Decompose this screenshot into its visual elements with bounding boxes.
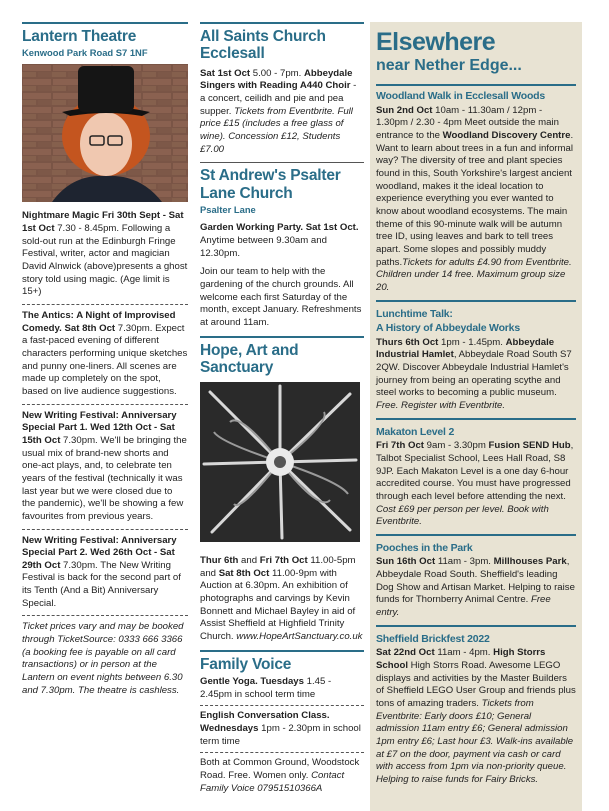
pooches-date: Sun 16th Oct <box>376 556 436 568</box>
makaton-title: Makaton Level 2 <box>376 425 455 438</box>
pooches-title: Pooches in the Park <box>376 541 473 554</box>
lunchtime-note: Free. Register with Eventbrite. <box>376 400 506 412</box>
makaton-note: Cost £69 per person per level. Book with Eventbrite. <box>376 503 549 528</box>
brickfest-note: Tickets from Eventbrite: Early doors £10; General admission 11am entry £6; General admission 1pm entry £6; Last hour £3. Walk-ins available at £7 on the door, payment via cash or card with access from 1pm via non-priority queue. Helping to raise funds for Fairy Bricks. <box>376 697 574 785</box>
hope-url[interactable]: www.HopeArtSanctuary.co.uk <box>236 631 363 642</box>
family-t2: 1pm - 2.30pm in school term time <box>200 722 361 747</box>
makaton-place: Fusion SEND Hub <box>488 440 571 452</box>
allsaints-body: - a concert, ceilidh and pie and pea supper. <box>200 80 357 117</box>
pooches-time: 11am - 3pm. <box>435 556 494 568</box>
standrews-title: St Andrew's Psalter Lane Church <box>200 167 341 202</box>
allsaints-date: Sat 1st Oct <box>200 67 251 79</box>
lunchtime-date: Thurs 6th Oct <box>376 336 439 348</box>
elsewhere-panel <box>370 22 582 811</box>
lantern-ticket-note: Ticket prices vary and may be booked through TicketSource: 0333 666 3366 (a booking fee is payable on all card transactions) or in person at the Lantern on event nights between 6.30 and 7.30pm. The theatre is cashless. <box>22 621 184 696</box>
hope-title: Hope, Art and Sanctuary <box>200 341 299 377</box>
hope-body: 11.00-9pm with Auction at 6.30pm. An exhibition of photographs and carvings by Kevin Bonnett and Michael Bayley in aid of Assist Sheffield at Highfield Trinity Church. <box>200 567 356 642</box>
lunchtime-body: , Abbeydale Road South S7 2QW. Discover Abbeydale Industrial Hamlet's journey from being an operating scythe and steel works to becoming a public museum. <box>376 349 572 399</box>
family-title: Family Voice <box>200 655 292 673</box>
hope-and: and <box>238 555 260 567</box>
family-body: Both at Common Ground, Woodstock Road. Free. Women only. <box>200 757 360 781</box>
elsewhere-title: Elsewhere <box>376 28 496 56</box>
portrait-photo <box>22 64 188 202</box>
makaton-time: 9am - 3.30pm <box>423 440 489 452</box>
lantern-ev2-body: 7.30pm. Expect a fast-paced evening of different characters performing unique sketches and punny one-liners. All scenes are made up completely on the spot, based on live audience suggestions. <box>22 322 188 397</box>
family-head2: English Conversation Class. Wednesdays <box>200 710 330 734</box>
lantern-column <box>22 0 188 697</box>
lunchtime-title1: Lunchtime Talk: <box>376 307 453 320</box>
woodland-date: Sun 2nd Oct <box>376 104 433 116</box>
lantern-title: Lantern Theatre <box>22 28 137 45</box>
allsaints-event: Abbeydale Singers with Reading A440 Choir <box>200 67 353 92</box>
allsaints-time: 5.00 - 7pm. <box>250 67 304 79</box>
elsewhere-subtitle: near Nether Edge... <box>376 57 522 74</box>
brickfest-body: High Storrs Road. Awesome LEGO displays and activities by the Master Builders of Sheffield LEGO User Group and friends plus tons of amazing traders. <box>376 659 576 709</box>
lantern-ev1-body: 7.30 - 8.45pm. Following a sold-out run at the Edinburgh Fringe Festival, writer, actor and magician David Alnwick (above)presents a ghost story told using magic. (Age limit is 15+) <box>22 223 188 298</box>
woodland-place: Woodland Discovery Centre <box>442 130 571 142</box>
lantern-ev4-body: 7.30pm. The New Writing Festival is back for the second part of its Tenth (And a Bit) Anniversary Special. <box>22 559 181 609</box>
family-t1: 1.45 - 2.45pm in school term time <box>200 676 332 700</box>
lunchtime-place: Abbeydale Industrial Hamlet <box>376 336 555 361</box>
standrews-head: Garden Working Party. Sat 1st Oct. <box>200 222 359 234</box>
hope-t1: 11.00-5pm and <box>200 555 356 579</box>
woodland-title: Woodland Walk in Ecclesall Woods <box>376 90 546 103</box>
lantern-ev4-head: New Writing Festival: Anniversary Special Part 2. Wed 26th Oct - Sat 29th Oct <box>22 534 177 571</box>
standrews-body1: Anytime between 9.30am and 12.30pm. <box>200 235 327 259</box>
brickfest-place: High Storrs School <box>376 647 546 671</box>
woodland-body: . Want to learn about trees in a fun and informal way? The diversity of tree and plant species found in this, South Yorkshire's largest ancient woodland, makes it the ideal location to experience everything you ever wanted to know about woodland ecosystems. The main theme of this 90-minute walk will be autumn tree ID, using leaves and bark to tell trees apart. Some slopes and possibly muddy paths. <box>376 130 574 268</box>
woodland-times: 10am - 11.30am / 12pm - 1.30pm / 2.30 - 4pm Meet outside the main entrance to the <box>376 104 559 142</box>
lantern-ev3-head: New Writing Festival: Anniversary Special Part 1. Wed 12th Oct - Sat 15th Oct <box>22 409 177 446</box>
middle-column <box>200 0 364 795</box>
standrews-sub: Psalter Lane <box>200 204 256 216</box>
family-contact: Contact Family Voice 07951510366A <box>200 769 345 794</box>
carved-wood-photo <box>200 382 360 542</box>
lunchtime-time: 1pm - 1.45pm. <box>438 336 506 348</box>
pooches-body: , Abbeydale Road South. Sheffield's leading Dog Show and Artisan Market. Helping to raise funds for Thornberry Animal Centre. <box>376 556 575 606</box>
makaton-date: Fri 7th Oct <box>376 440 424 452</box>
hope-date1: Thur 6th <box>200 555 239 567</box>
allsaints-note: Tickets from Eventbrite. Full price £15 (includes a free glass of wine). Concession £12, Students £7.00 <box>200 105 353 155</box>
brickfest-date: Sat 22nd Oct <box>376 647 435 659</box>
pooches-place: Millhouses Park <box>493 556 567 568</box>
brickfest-time: 11am - 4pm. <box>434 647 494 659</box>
allsaints-title: All Saints Church Ecclesall <box>200 28 326 63</box>
lunchtime-title2: A History of Abbeydale Works <box>376 322 520 335</box>
woodland-note: Tickets for adults £4.90 from Eventbrite. Children under 14 free. Maximum group size 20. <box>376 256 572 293</box>
standrews-body2: Join our team to help with the gardening of the church grounds. All welcome each first Saturday of the month, except January. Refreshments at around 11am. <box>200 266 362 329</box>
brickfest-title: Sheffield Brickfest 2022 <box>376 632 490 645</box>
hope-date3: Sat 8th Oct <box>218 567 270 579</box>
lantern-ev1-head: Nightmare Magic Fri 30th Sept - Sat 1st Oct <box>22 210 184 235</box>
makaton-body: , Talbot Specialist School, Lees Hall Road, S8 9JP. Each Makaton Level is a one day 6-hour accredited course. You must have progressed through each level before attending the next. <box>376 440 574 502</box>
lantern-address: Kenwood Park Road S7 1NF <box>22 47 148 59</box>
pooches-note: Free entry. <box>376 594 551 619</box>
family-head1: Gentle Yoga. Tuesdays <box>200 676 304 688</box>
hope-date2: Fri 7th Oct <box>259 555 308 567</box>
lantern-ev3-body: 7.30pm. We'll be bringing the usual mix of brand-new shorts and one-act plays, and, to celebrate ten years of the festival (technically it was last year but we were closed due to the pandemic), we'll be showing a few favourites from previous years. <box>22 434 187 522</box>
lantern-ev2-head: The Antics: A Night of Improvised Comedy. Sat 8th Oct <box>22 310 176 334</box>
